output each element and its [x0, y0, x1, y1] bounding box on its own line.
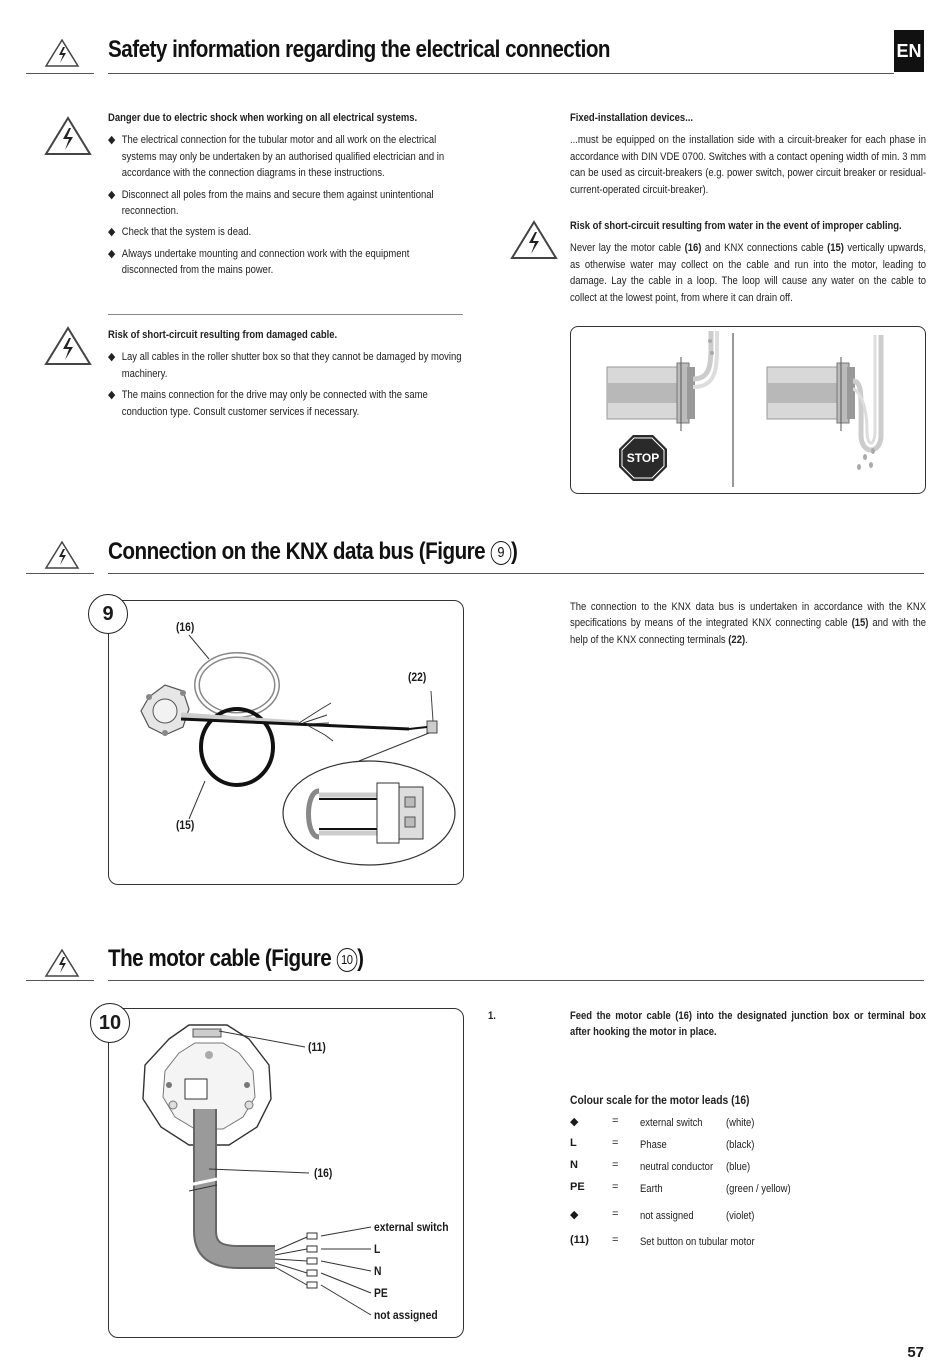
bullet-diamond-icon: ◆: [108, 188, 116, 201]
colour-eq: =: [612, 1181, 619, 1193]
lead-label-l: L: [374, 1242, 381, 1256]
list-item: ◆ The electrical connection for the tubular motor and all work on the electrical systems may only be undertaken by an authorised qualified electrician and in accordance with the connection diagrams in these instructions.: [108, 134, 445, 180]
figure-10-motor-cable: [108, 1008, 464, 1338]
water-heading: Risk of short-circuit resulting from water in the event of improper cabling.: [570, 220, 902, 232]
danger-block: [108, 110, 462, 284]
fixed-install-heading: Fixed-installation devices...: [570, 112, 694, 124]
divider: [108, 314, 463, 315]
colour-symbol: (11): [570, 1234, 589, 1246]
step-text: Feed the motor cable (16) into the designated junction box or terminal box after hooking the motor in place.: [570, 1010, 927, 1039]
colour-symbol: L: [570, 1137, 577, 1149]
section-title-knx: Connection on the KNX data bus (Figure 9 ): [108, 538, 518, 565]
danger-heading: Danger due to electric shock when working on all electrical systems.: [108, 112, 418, 124]
colour-symbol: PE: [570, 1181, 585, 1193]
title-rule: [26, 980, 94, 981]
colour-value: (blue): [726, 1161, 751, 1173]
lead-label-not-assigned: not assigned: [374, 1308, 438, 1322]
colour-eq: =: [612, 1208, 619, 1220]
figure-number-badge: 9: [88, 594, 128, 634]
title-rule: [108, 73, 894, 74]
colour-name: neutral conductor: [640, 1161, 714, 1173]
lead-label-n: N: [374, 1264, 382, 1278]
fixed-install-body: ...must be equipped on the installation side with a circuit-breaker for each phase in accordance with DIN VDE 0700. Switches with a contact opening width of min. 3 mm can be used as circuit-breakers (e.g. power switch, power circuit breaker or residual-current-operated circuit-breaker).: [570, 134, 927, 196]
label-16: (16): [176, 620, 195, 634]
colour-name: Set button on tubular motor: [640, 1236, 755, 1248]
warning-shock-icon: [44, 326, 92, 366]
colour-scale-heading: Colour scale for the motor leads (16): [570, 1093, 750, 1107]
knx-connection-illustration: [109, 601, 463, 884]
label-16: (16): [314, 1166, 333, 1180]
colour-value: (white): [726, 1117, 755, 1129]
title-rule: [26, 573, 94, 574]
colour-symbol: N: [570, 1159, 578, 1171]
colour-value: (violet): [726, 1210, 755, 1222]
label-22: (22): [408, 670, 427, 684]
stop-sign-label: STOP: [626, 451, 660, 465]
figure-9-knx: [108, 600, 464, 885]
cable-loop-figure: [570, 326, 926, 494]
warning-header-icon: [44, 948, 80, 978]
section-title-safety: Safety information regarding the electrical connection: [108, 36, 611, 63]
lead-label-pe: PE: [374, 1286, 388, 1300]
colour-eq: =: [612, 1159, 619, 1171]
colour-eq: =: [612, 1115, 619, 1127]
list-item: ◆ Check that the system is dead.: [108, 224, 462, 240]
colour-symbol: ◆: [570, 1209, 579, 1221]
title-rule: [108, 980, 924, 981]
colour-symbol: ◆: [570, 1116, 579, 1128]
warning-header-icon: [44, 38, 80, 68]
step-number: 1.: [488, 1010, 496, 1022]
lead-label-external-switch: external switch: [374, 1220, 449, 1234]
warning-shock-icon: [44, 116, 92, 156]
colour-name: not assigned: [640, 1210, 694, 1222]
colour-eq: =: [612, 1137, 619, 1149]
colour-value: (green / yellow): [726, 1183, 791, 1195]
list-item: ◆ Disconnect all poles from the mains and secure them against unintentional reconnection.: [108, 188, 434, 218]
short-cable-block: [108, 327, 462, 425]
colour-eq: =: [612, 1234, 619, 1246]
water-body: Never lay the motor cable (16) and KNX connections cable (15) vertically upwards, as otherwise water may collect on the cable and run into the motor, leading to damage. Lay the cable in a loop. The loop will cause any water on the cable to collect at the lowest point, from where it can drain off.: [570, 242, 927, 304]
label-11: (11): [308, 1040, 326, 1054]
fixed-install-block: [570, 110, 926, 198]
cable-loop-illustration: [571, 327, 925, 493]
bullet-diamond-icon: ◆: [108, 134, 116, 147]
colour-name: external switch: [640, 1117, 703, 1129]
short-cable-heading: Risk of short-circuit resulting from damaged cable.: [108, 329, 338, 341]
colour-value: (black): [726, 1139, 755, 1151]
bullet-diamond-icon: ◆: [108, 389, 116, 402]
figure-ref-circle: 10: [336, 948, 357, 972]
list-item: ◆ The mains connection for the drive may only be connected with the same conduction type. Consult customer services if necessary.: [108, 389, 428, 418]
water-block: [570, 218, 926, 306]
colour-name: Earth: [640, 1183, 663, 1195]
section-title-motor-cable: The motor cable (Figure 10 ): [108, 945, 364, 972]
label-15: (15): [176, 818, 195, 832]
bullet-diamond-icon: ◆: [108, 351, 116, 364]
figure-ref-circle: 9: [490, 541, 511, 565]
figure-number-badge: 10: [90, 1003, 130, 1043]
motor-cable-illustration: [109, 1009, 463, 1337]
bullet-diamond-icon: ◆: [108, 226, 116, 239]
colour-name: Phase: [640, 1139, 667, 1151]
bullet-diamond-icon: ◆: [108, 247, 116, 260]
title-rule: [108, 573, 924, 574]
page-number: 57: [907, 1344, 924, 1361]
language-badge: EN: [894, 30, 924, 72]
title-rule: [26, 73, 94, 74]
warning-shock-icon: [510, 220, 558, 260]
list-item: ◆ Always undertake mounting and connection work with the equipment disconnected from the mains power.: [108, 247, 410, 277]
warning-header-icon: [44, 540, 80, 570]
knx-body: The connection to the KNX data bus is undertaken in accordance with the KNX specifications by means of the integrated KNX connecting cable (15) and with the help of the KNX connecting terminals (22).: [570, 601, 927, 646]
list-item: ◆ Lay all cables in the roller shutter box so that they cannot be damaged by moving machinery.: [108, 351, 462, 380]
